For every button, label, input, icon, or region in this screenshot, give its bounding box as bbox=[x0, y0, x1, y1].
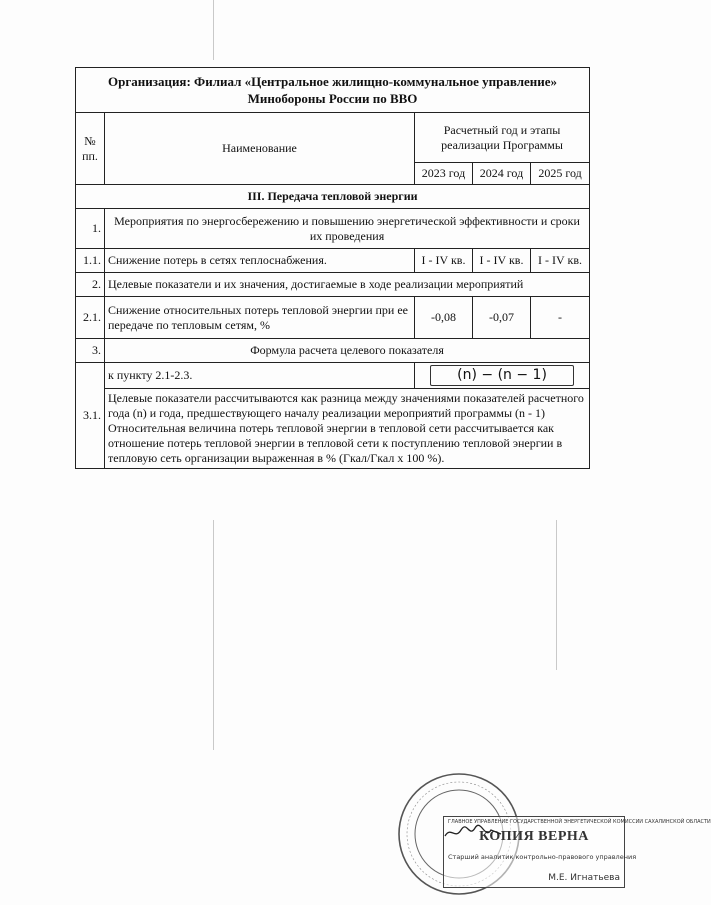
row-num: 1.1. bbox=[76, 249, 105, 273]
row-text: Снижение относительных потерь тепловой энергии при ее передаче по тепловым сетям, % bbox=[105, 297, 415, 339]
description-paragraph: Относительная величина потерь тепловой энергии в тепловой сети рассчитывается как отношение потерь тепловой энергии в тепловой сети к поступлению тепловой энергии в тепловую сеть организации выраженная в % (Гкал/Гкал х 100 %). bbox=[108, 421, 563, 465]
row-text: Формула расчета целевого показателя bbox=[105, 339, 590, 363]
year-2024: 2024 год bbox=[473, 163, 531, 185]
scan-artifact-left bbox=[213, 0, 214, 60]
row-num: 3. bbox=[76, 339, 105, 363]
row-num: 1. bbox=[76, 209, 105, 249]
formula-cell bbox=[415, 363, 590, 389]
row-value: -0,07 bbox=[473, 297, 531, 339]
stamp-title: КОПИЯ ВЕРНА bbox=[479, 829, 589, 844]
table-row bbox=[76, 209, 590, 249]
row-num: 3.1. bbox=[76, 363, 105, 469]
table-row bbox=[76, 249, 590, 273]
stamp-name: М.Е. Игнатьева bbox=[548, 873, 620, 883]
table-row bbox=[76, 389, 590, 469]
row-text: Целевые показатели и их значения, достигаемые в ходе реализации мероприятий bbox=[105, 273, 590, 297]
table-row bbox=[76, 339, 590, 363]
certification-stamps bbox=[395, 770, 711, 895]
signature-icon bbox=[443, 822, 503, 842]
organization-title: Организация: Филиал «Центральное жилищно-коммунальное управление» Минобороны России по ВВО bbox=[76, 68, 590, 113]
table-row bbox=[76, 363, 590, 389]
formula: (n) − (n − 1) bbox=[430, 365, 574, 386]
stamp-organization: ГЛАВНОЕ УПРАВЛЕНИЕ ГОСУДАРСТВЕННОЙ ЭНЕРГЕТИЧЕСКОЙ КОМИССИИ САХАЛИНСКОЙ ОБЛАСТИ bbox=[448, 819, 711, 825]
row-value: -0,08 bbox=[415, 297, 473, 339]
row-text: Мероприятия по энергосбережению и повышению энергетической эффективности и сроки их проведения bbox=[105, 209, 590, 249]
program-table bbox=[75, 67, 590, 469]
section-row bbox=[76, 185, 590, 209]
row-value: - bbox=[531, 297, 590, 339]
year-2023: 2023 год bbox=[415, 163, 473, 185]
stamp-position: Старший аналитик контрольно-правового управления bbox=[448, 853, 637, 861]
organization-row bbox=[76, 68, 590, 113]
table-row bbox=[76, 273, 590, 297]
header-row bbox=[76, 113, 590, 163]
section-title: III. Передача тепловой энергии bbox=[76, 185, 590, 209]
row-num: 2. bbox=[76, 273, 105, 297]
row-text: Снижение потерь в сетях теплоснабжения. bbox=[105, 249, 415, 273]
row-num: 2.1. bbox=[76, 297, 105, 339]
table-row bbox=[76, 297, 590, 339]
formula-description bbox=[105, 389, 590, 469]
year-2025: 2025 год bbox=[531, 163, 590, 185]
formula-reference: к пункту 2.1-2.3. bbox=[105, 363, 415, 389]
description-paragraph: Целевые показатели рассчитываются как разница между значениями показателей расчетного года (n) и года, предшествующего началу реализации мероприятий программы (n - 1) bbox=[108, 391, 584, 420]
scan-artifact-mid bbox=[213, 520, 214, 750]
row-value: I - IV кв. bbox=[415, 249, 473, 273]
num-header: № пп. bbox=[76, 113, 105, 185]
scan-artifact-right bbox=[556, 520, 557, 670]
name-header: Наименование bbox=[105, 113, 415, 185]
row-value: I - IV кв. bbox=[531, 249, 590, 273]
period-header: Расчетный год и этапы реализации Программы bbox=[415, 113, 590, 163]
row-value: I - IV кв. bbox=[473, 249, 531, 273]
